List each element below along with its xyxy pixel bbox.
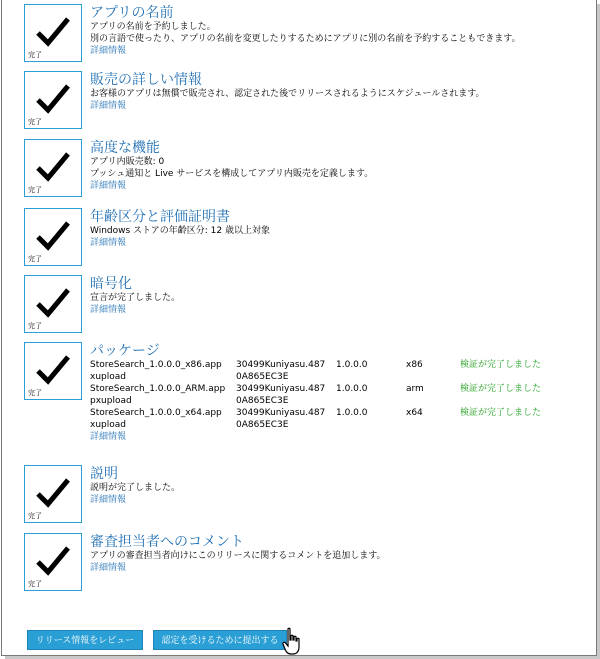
review-release-button[interactable]: リリース情報をレビュー <box>27 630 143 650</box>
section-text: アプリの審査担当者向けにこのリリースに関するコメントを追加します。 <box>90 551 386 561</box>
checkmark-icon <box>36 354 70 386</box>
package-name: StoreSearch_1.0.0.0_x64.app <box>90 408 222 418</box>
package-arch: x86 <box>406 360 423 370</box>
package-publisher-cont: 0A865EC3E <box>236 372 289 382</box>
section-title: 販売の詳しい情報 <box>90 72 202 88</box>
section-title: 説明 <box>90 466 118 482</box>
section-text: お客様のアプリは無償で販売され、認定された後でリリースされるようにスケジュールされます。 <box>90 89 485 99</box>
status-badge: 完了 <box>28 389 42 397</box>
package-publisher: 30499Kuniyasu.487 <box>236 384 326 394</box>
package-publisher-cont: 0A865EC3E <box>236 420 289 430</box>
package-version: 1.0.0.0 <box>336 408 368 418</box>
more-info-link[interactable]: 詳細情報 <box>90 563 127 573</box>
status-badge: 完了 <box>28 322 42 330</box>
section-text: アプリの名前を予約しました。 <box>90 22 216 32</box>
section-title: アプリの名前 <box>90 5 174 21</box>
submit-certification-button[interactable]: 認定を受けるために提出する <box>153 630 287 650</box>
package-publisher: 30499Kuniyasu.487 <box>236 360 326 370</box>
section-title: 高度な機能 <box>90 140 160 156</box>
table-row <box>90 407 580 431</box>
status-box <box>24 4 82 62</box>
table-row <box>90 359 580 383</box>
status-box <box>24 139 82 197</box>
section-title: 暗号化 <box>90 276 132 292</box>
section-text: プッシュ通知と Live サービスを構成してアプリ内販売を定義します。 <box>90 169 374 179</box>
status-box <box>24 342 82 400</box>
checkmark-icon <box>36 151 70 183</box>
status-badge: 完了 <box>28 512 42 520</box>
package-status: 検証が完了しました <box>460 408 542 418</box>
more-info-link[interactable]: 詳細情報 <box>90 495 127 505</box>
checkmark-icon <box>36 220 70 252</box>
status-box <box>24 275 82 333</box>
more-info-link[interactable]: 詳細情報 <box>90 238 127 248</box>
package-name-cont: xupload <box>90 372 126 382</box>
more-info-link[interactable]: 詳細情報 <box>90 181 127 191</box>
more-info-link[interactable]: 詳細情報 <box>90 101 127 111</box>
checkmark-icon <box>36 545 70 577</box>
status-box <box>24 208 82 266</box>
package-name: StoreSearch_1.0.0.0_ARM.app <box>90 384 226 394</box>
status-badge: 完了 <box>28 580 42 588</box>
package-name: StoreSearch_1.0.0.0_x86.app <box>90 360 222 370</box>
status-box <box>24 465 82 523</box>
package-publisher-cont: 0A865EC3E <box>236 396 289 406</box>
package-status: 検証が完了しました <box>460 360 542 370</box>
table-row <box>90 383 580 407</box>
section-text: 別の言語で使ったり、アプリの名前を変更したりするためにアプリに別の名前を予約することもできます。 <box>90 34 521 44</box>
pointer-cursor-icon <box>281 627 303 657</box>
section-title: 審査担当者へのコメント <box>90 534 244 550</box>
status-badge: 完了 <box>28 186 42 194</box>
checkmark-icon <box>36 16 70 48</box>
package-arch: arm <box>406 384 424 394</box>
section-text: アプリ内販売数: 0 <box>90 157 165 167</box>
package-name-cont: xupload <box>90 420 126 430</box>
more-info-link[interactable]: 詳細情報 <box>90 46 127 56</box>
section-title: パッケージ <box>90 343 160 359</box>
package-status: 検証が完了しました <box>460 384 542 394</box>
section-text: Windows ストアの年齢区分: 12 歳以上対象 <box>90 226 270 236</box>
package-arch: x64 <box>406 408 423 418</box>
section-title: 年齢区分と評価証明書 <box>90 209 230 225</box>
status-badge: 完了 <box>28 118 42 126</box>
more-info-link[interactable]: 詳細情報 <box>90 305 127 315</box>
package-name-cont: pxupload <box>90 396 132 406</box>
status-box <box>24 71 82 129</box>
section-text: 説明が完了しました。 <box>90 483 181 493</box>
package-version: 1.0.0.0 <box>336 360 368 370</box>
checkmark-icon <box>36 477 70 509</box>
status-badge: 完了 <box>28 51 42 59</box>
more-info-link[interactable]: 詳細情報 <box>90 432 127 442</box>
package-publisher: 30499Kuniyasu.487 <box>236 408 326 418</box>
package-table <box>90 359 580 431</box>
section-text: 宣言が完了しました。 <box>90 293 181 303</box>
package-version: 1.0.0.0 <box>336 384 368 394</box>
checkmark-icon <box>36 287 70 319</box>
checkmark-icon <box>36 83 70 115</box>
status-badge: 完了 <box>28 255 42 263</box>
status-box <box>24 533 82 591</box>
